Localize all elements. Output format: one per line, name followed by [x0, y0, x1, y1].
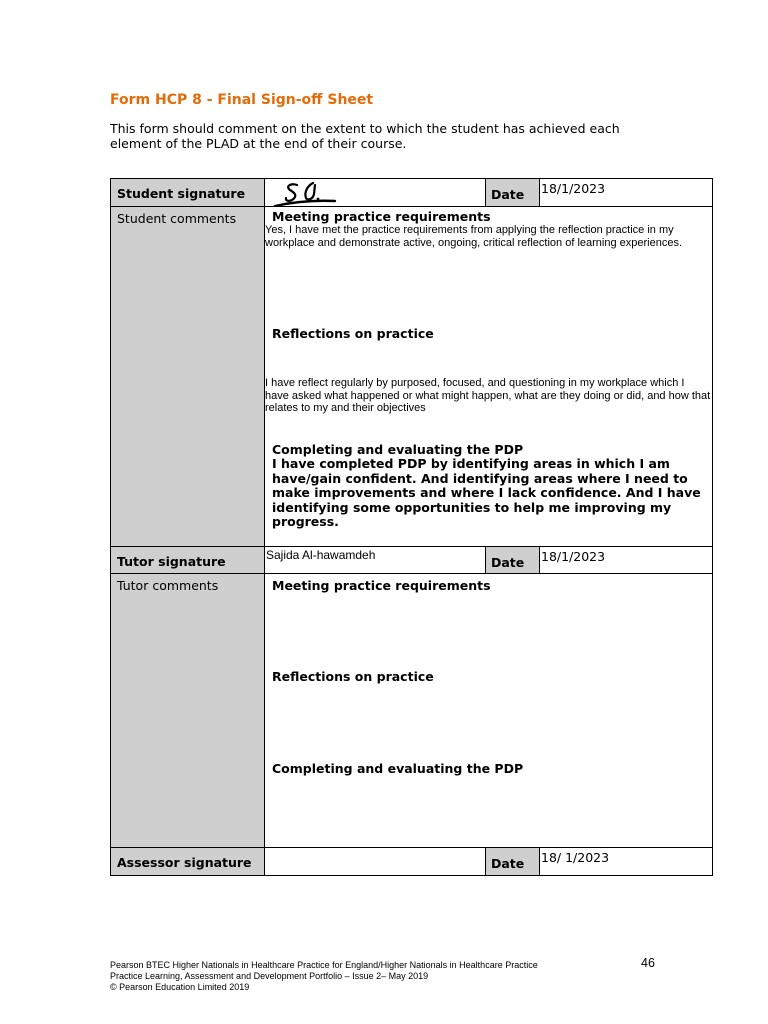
student-text-pdp: I have completed PDP by identifying areas in which I am have/gain confident. And identifying areas where I need to make improvements and where I lack confidence. And I have identifying some opportunities to help me improving my progress. — [272, 456, 701, 529]
sign-off-table — [110, 178, 713, 876]
student-heading-reflections: Reflections on practice — [272, 326, 434, 341]
assessor-signature-field[interactable] — [265, 848, 486, 876]
student-text-meeting-practice: Yes, I have met the practice requirements from applying the reflection practice in my workplace and demonstrate active, ongoing, critical reflection of learning experiences. — [265, 224, 683, 249]
tutor-date-value[interactable]: 18/1/2023 — [540, 547, 713, 574]
form-title: Form HCP 8 - Final Sign-off Sheet — [110, 92, 374, 108]
tutor-comments-field[interactable] — [265, 574, 713, 848]
student-date-value[interactable]: 18/1/2023 — [540, 179, 713, 207]
tutor-heading-pdp: Completing and evaluating the PDP — [272, 761, 524, 776]
tutor-heading-meeting-practice: Meeting practice requirements — [272, 578, 491, 593]
tutor-signature-field[interactable] — [265, 547, 486, 574]
student-comments-row — [111, 207, 713, 547]
student-comments-label: Student comments — [111, 207, 265, 547]
assessor-date-label: Date — [486, 848, 540, 876]
student-text-reflections: I have reflect regularly by purposed, focused, and questioning in my workplace which I have asked what happened or what might happen, what are they doing or did, and how that relates to my and their objectives — [265, 377, 711, 414]
tutor-signature-label: Tutor signature — [111, 547, 265, 574]
tutor-signature-row — [111, 547, 713, 574]
tutor-signature-value: Sajida Al-hawamdeh — [266, 548, 376, 562]
assessor-signature-label: Assessor signature — [111, 848, 265, 876]
page-footer — [110, 960, 630, 993]
page-number: 46 — [641, 956, 655, 970]
intro-text: This form should comment on the extent to which the student has achieved each element of the PLAD at the end of their course. — [110, 121, 620, 151]
student-date-label: Date — [486, 179, 540, 207]
footer-line-2: Practice Learning, Assessment and Development Portfolio – Issue 2– May 2019 — [110, 971, 429, 981]
tutor-comments-row — [111, 574, 713, 848]
student-heading-meeting-practice: Meeting practice requirements — [272, 209, 491, 224]
student-comments-field[interactable] — [265, 207, 713, 547]
assessor-signature-row — [111, 848, 713, 876]
footer-line-3: © Pearson Education Limited 2019 — [110, 982, 250, 992]
assessor-date-value[interactable]: 18/ 1/2023 — [540, 848, 713, 876]
student-signature-row — [111, 179, 713, 207]
tutor-comments-label: Tutor comments — [111, 574, 265, 848]
tutor-heading-reflections: Reflections on practice — [272, 669, 434, 684]
student-heading-pdp: Completing and evaluating the PDP — [272, 442, 524, 457]
student-signature-field[interactable] — [265, 179, 486, 207]
footer-line-1: Pearson BTEC Higher Nationals in Healthcare Practice for England/Higher Nationals in Healthcare Practice — [110, 960, 538, 970]
tutor-date-label: Date — [486, 547, 540, 574]
student-signature-label: Student signature — [111, 179, 265, 207]
student-signature-image — [273, 179, 343, 207]
